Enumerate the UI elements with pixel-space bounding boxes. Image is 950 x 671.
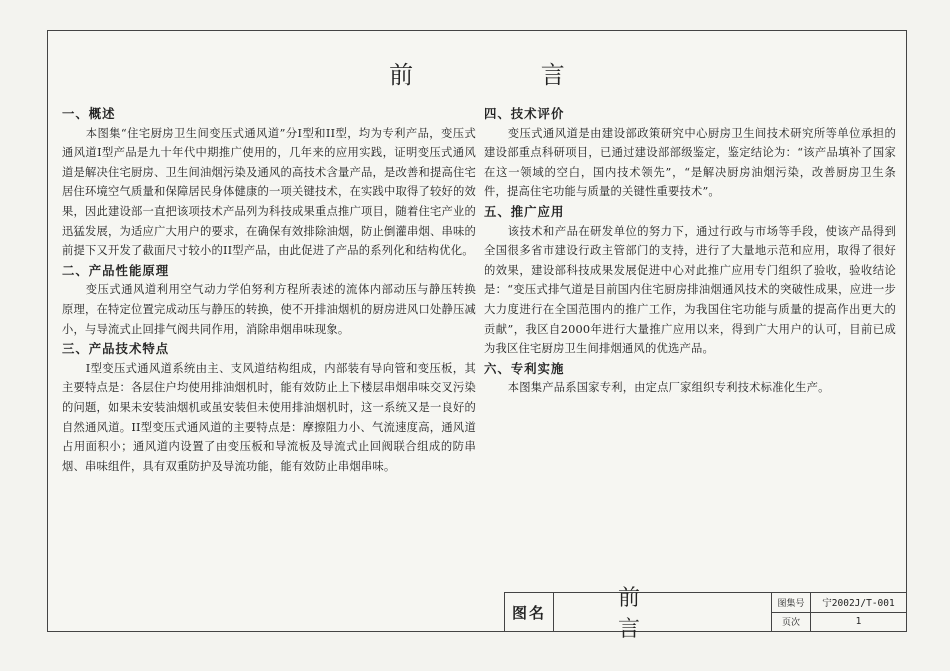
section-heading-features: 三、产品技术特点 — [62, 341, 170, 357]
section-heading-principle: 二、产品性能原理 — [62, 262, 170, 278]
right-column — [484, 104, 896, 398]
atlas-number-value: 宁2002J/T-001 — [822, 598, 895, 610]
section-paragraph: 本图集产品系国家专利，由定点厂家组织专利技术标准化生产。 — [507, 381, 830, 395]
section-paragraph: 该技术和产品在研发单位的努力下，通过行政与市场等手段，使该产品得到全国很多省市建设行政主管部门的支持，进行了大量地示范和应用，取得了很好的效果，建设部科技成果发展促进中心对此推广应用专门组织了验收，验收结论是：“变压式排气道是目前国内住宅厨房排油烟通风技术的突破性成果，应进一步大力度进行在全国范围内的推广工作，为我国住宅功能与质量的提高作出更大的贡献”，我区自2000年进行大量推广应用以来，得到广大用户的认可，目前已成为我区住宅厨房卫生间排烟通风的优选产品。 — [484, 224, 896, 356]
title-block-name: 前 言 — [554, 593, 772, 631]
page-title: 前 言 — [389, 61, 625, 89]
section-heading-evaluation: 四、技术评价 — [484, 106, 565, 121]
atlas-number-row — [772, 593, 906, 612]
page-number-label: 页次 — [772, 613, 811, 632]
atlas-number-label: 图集号 — [772, 593, 811, 612]
page-number-row — [772, 612, 906, 632]
drawing-sheet — [47, 30, 907, 642]
section-paragraph: 变压式通风道是由建设部政策研究中心厨房卫生间技术研究所等单位承担的建设部重点科研项目，已通过建设部部级鉴定，鉴定结论为：“该产品填补了国家在这一领域的空白，国内技术领先”，“是解决厨房油烟污染，改善厨房卫生条件，提高住宅功能与质量的关键性重要技术”。 — [484, 126, 896, 199]
left-column — [62, 104, 476, 476]
section-heading-patent: 六、专利实施 — [484, 360, 565, 376]
section-heading-overview: 一、概述 — [62, 106, 116, 121]
title-block-meta — [772, 593, 906, 631]
title-block-label: 图名 — [505, 593, 554, 631]
section-paragraph: I型变压式通风道系统由主、支风道结构组成，内部装有导向管和变压板，其主要特点是：各层住户均使用排油烟机时，能有效防止上下楼层串烟串味交叉污染的问题，如果未安装油烟机或虽安装但未使用排油烟机时，这一系统又是一良好的自然通风道。II型变压式通风道的主要特点是：摩擦阻力小、气流速度高，通风道占用面积小；通风道内设置了由变压板和导流板及导流式止回阀联合组成的防串烟、串味组件，具有双重防护及导流功能，能有效防止串烟串味。 — [62, 361, 476, 473]
section-heading-promotion: 五、推广应用 — [484, 203, 565, 219]
section-paragraph: 变压式通风道利用空气动力学伯努利方程所表述的流体内部动压与静压转换原理，在特定位置完成动压与静压的转换，使不开排油烟机的厨房进风口处静压减小，与导流式止回排气阀共同作用，消除串烟串味现象。 — [62, 283, 476, 336]
page-number-value: 1 — [855, 616, 862, 628]
title-block — [504, 586, 906, 642]
section-paragraph: 本图集“住宅厨房卫生间变压式通风道”分I型和II型，均为专利产品，变压式通风道I型产品是九十年代中期推广使用的，几年来的应用实践，证明变压式通风道是解决住宅厨房、卫生间油烟污染及通风的高技术含量产品，是改善和提高住宅居住环境空气质量和保障居民身体健康的一项关键技术，在实践中取得了较好的效果，因此建设部一直把该项技术产品列为科技成果重点推广项目，随着住宅产业的迅猛发展，为适应广大用户的要求，在确保有效排除油烟，防止倒灌串烟、串味的前提下又开发了截面尺寸较小的II型产品，由此促进了产品的系列化和结构优化。 — [62, 126, 476, 258]
